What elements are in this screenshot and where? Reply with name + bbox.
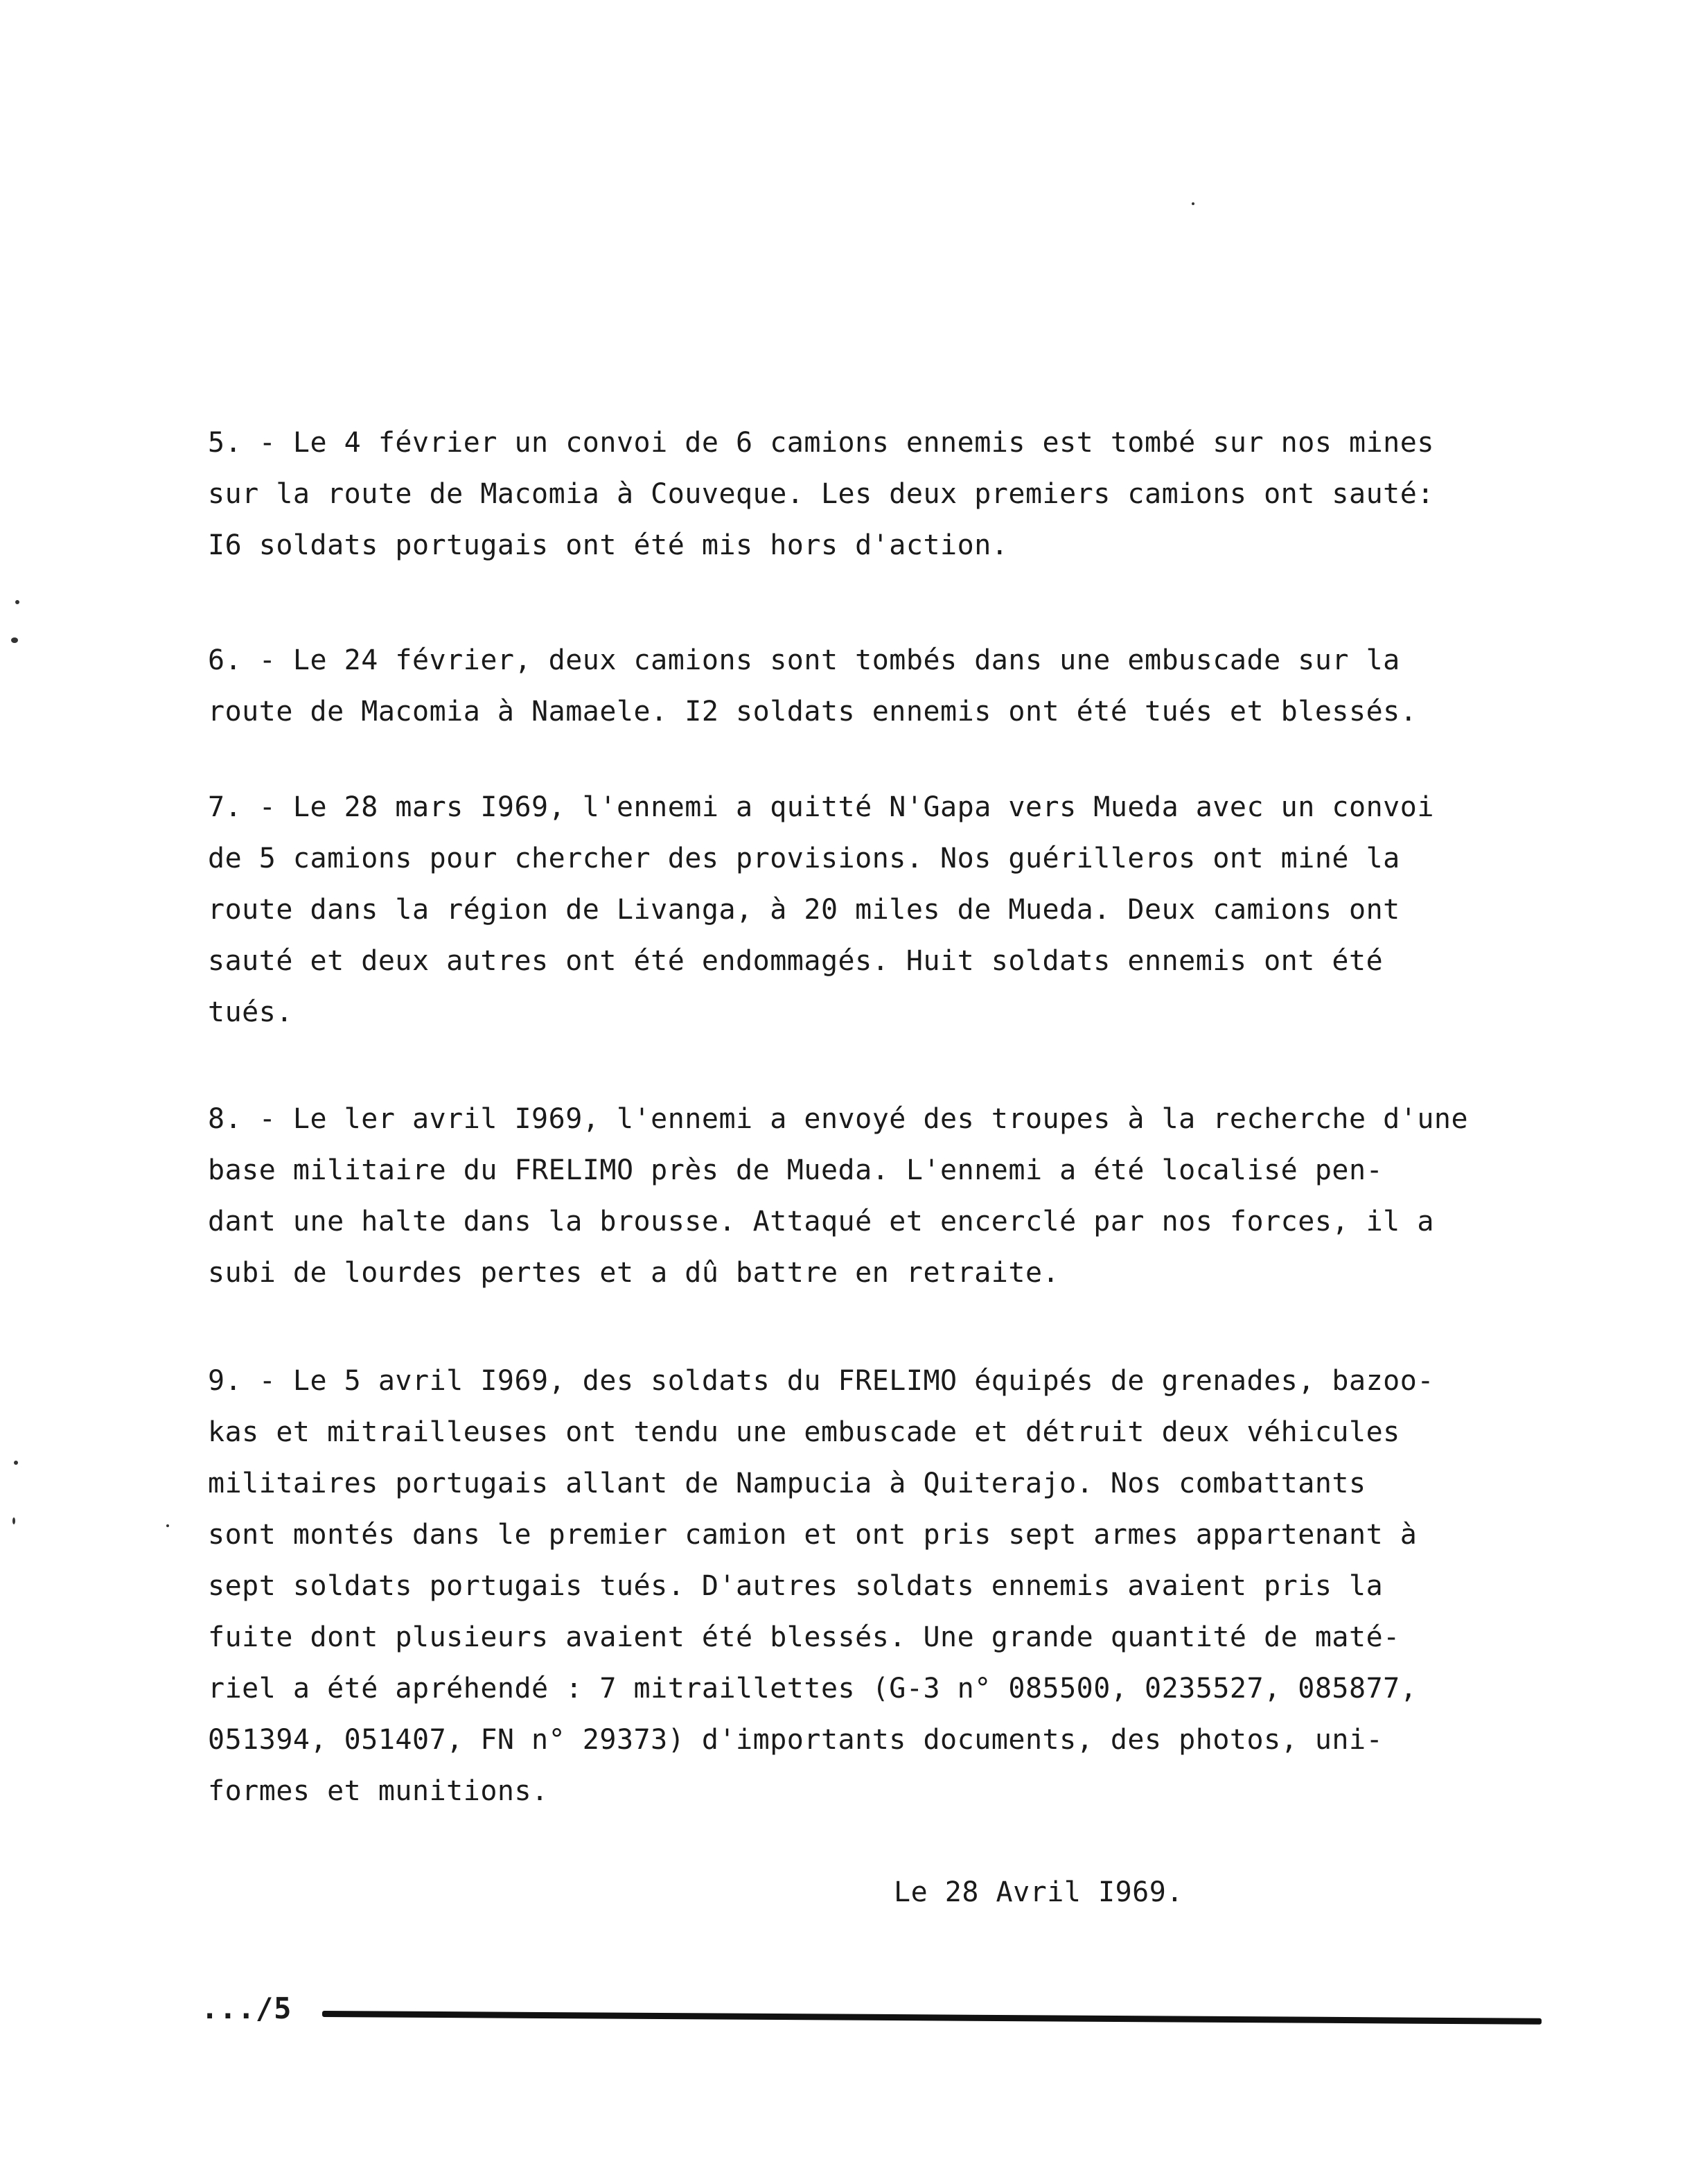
paragraph-6: 6. - Le 24 février, deux camions sont tombés dans une embuscade sur la route de Macomia à Namaele. I2 soldats ennemis ont été tués et blessés. (208, 644, 1418, 728)
continuation-mark: .../5 (201, 1991, 292, 2025)
scan-speck (1192, 202, 1194, 205)
scan-speck (15, 600, 19, 604)
scan-speck (14, 1461, 18, 1465)
scan-speck (12, 1517, 15, 1524)
scan-speck (11, 637, 18, 643)
paragraph-9: 9. - Le 5 avril I969, des soldats du FRELIMO équipés de grenades, bazoo- kas et mitrailleuses ont tendu une embuscade et détruit deux véhicules militaires portugais allant de Nampucia à Quiterajo. Nos combattants sont montés dans le premier camion et ont pris sept armes appartenant à sept soldats portugais tués. D'autres soldats ennemis avaient pris la fuite dont plusieurs avaient été blessés. Une grande quantité de maté- riel a été apréhendé : 7 mitraillettes (G-3 n° 085500, 0235527, 085877, 051394, 051407, FN n° 29373) d'importants documents, des photos, uni- formes et munitions. (208, 1365, 1434, 1807)
paragraph-8: 8. - Le ler avril I969, l'ennemi a envoyé des troupes à la recherche d'une base militaire du FRELIMO près de Mueda. L'ennemi a été localisé pen- dant une halte dans la brousse. Attaqué et encerclé par nos forces, il a subi de lourdes pertes et a dû battre en retraite. (208, 1103, 1469, 1289)
paragraph-7: 7. - Le 28 mars I969, l'ennemi a quitté N'Gapa vers Mueda avec un convoi de 5 camions pour chercher des provisions. Nos guérilleros ont miné la route dans la région de Livanga, à 20 miles de Mueda. Deux camions ont sauté et deux autres ont été endommagés. Huit soldats ennemis ont été tués. (208, 791, 1434, 1028)
paragraph-5: 5. - Le 4 février un convoi de 6 camions ennemis est tombé sur nos mines sur la route de Macomia à Couveque. Les deux premiers camions ont sauté: I6 soldats portugais ont été mis hors d'action. (208, 427, 1434, 561)
scan-speck (166, 1524, 169, 1527)
date-line: Le 28 Avril I969. (894, 1876, 1183, 1908)
continuation-rule (322, 2011, 1542, 2025)
page-continuation (201, 1984, 1587, 2040)
